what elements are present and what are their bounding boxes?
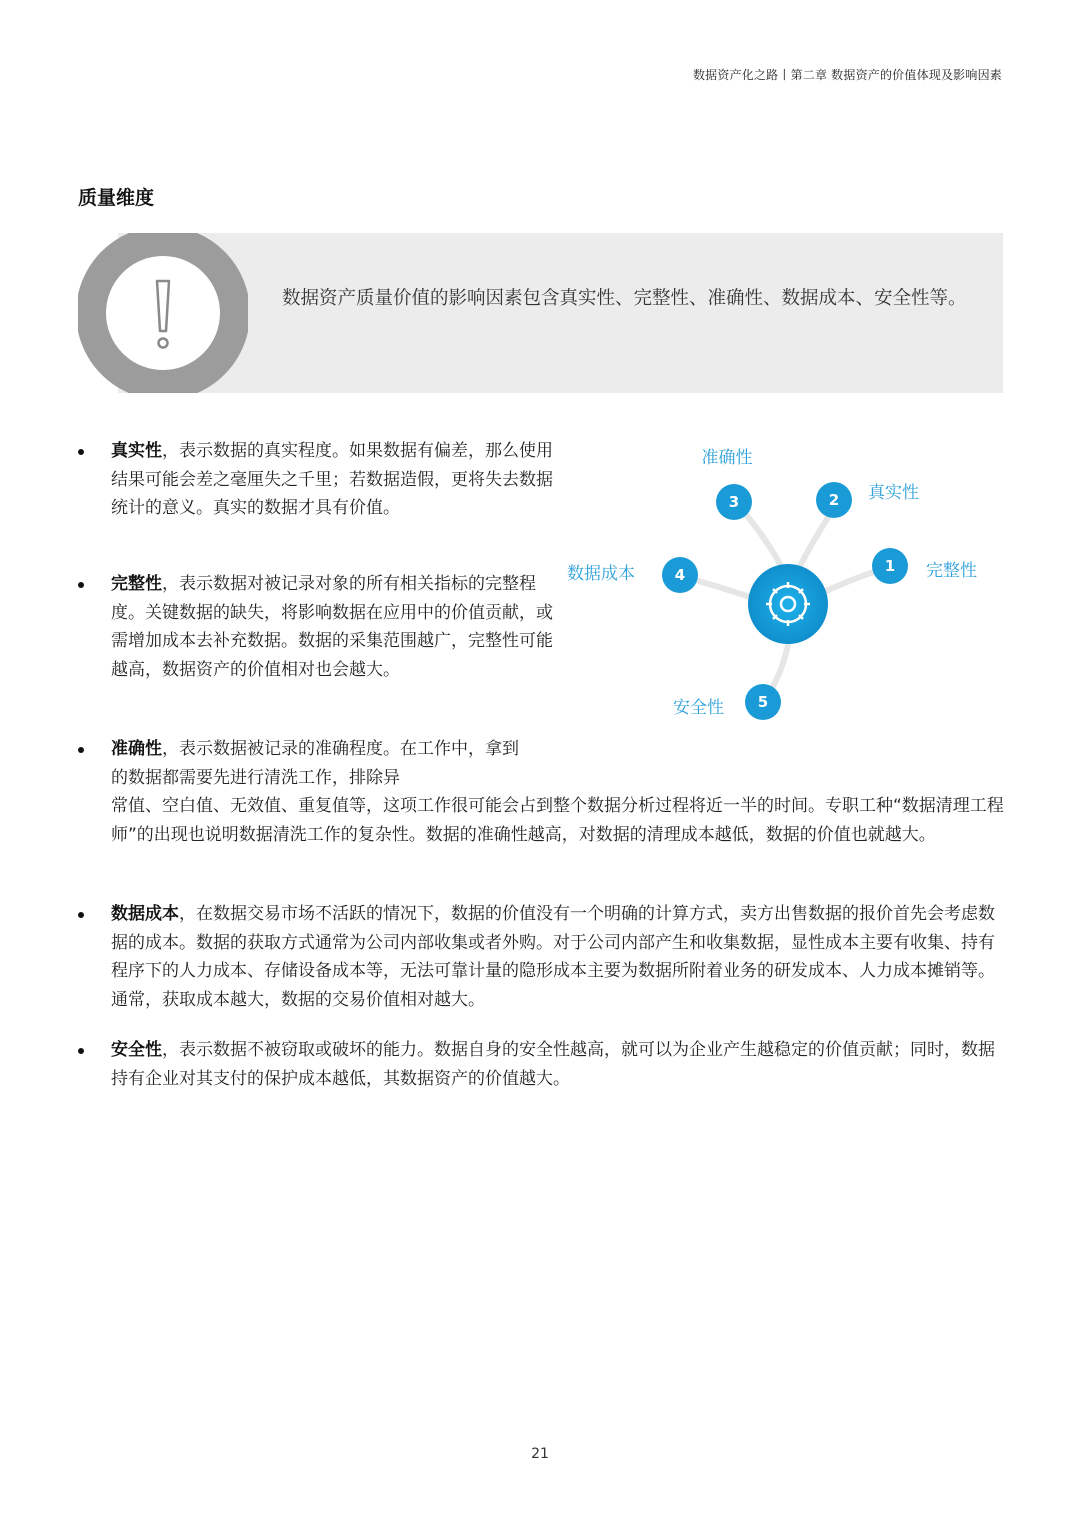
bullet-text: ，在数据交易市场不活跃的情况下，数据的价值没有一个明确的计算方式，卖方出售数据的报价首先会考虑数据的成本。数据的获取方式通常为公司内部收集或者外购。对于公司内部产生和收集数据，显性成本主要有收集、持有程序下的人力成本、存储设备成本等，无法可靠计量的隐形成本主要为数据所附着业务的研发成本、人力成本摊销等。通常，获取成本越大，数据的交易价值相对越大。	[111, 904, 995, 1010]
bullet-text: ，表示数据被记录的准确程度。在工作中，拿到的数据都需要先进行清洗工作，排除异	[111, 739, 519, 788]
bullet-text-narrow	[111, 735, 531, 792]
node-2-number: 2	[828, 491, 840, 509]
bullet-term: 真实性	[111, 441, 162, 461]
bullet-text: ，表示数据不被窃取或破坏的能力。数据自身的安全性越高，就可以为企业产生越稳定的价值贡献；同时，数据持有企业对其支付的保护成本越低，其数据资产的价值越大。	[111, 1040, 995, 1089]
list-item	[78, 570, 561, 684]
quality-dimension-diagram	[548, 430, 1008, 740]
node-5-label: 安全性	[673, 698, 724, 718]
callout-text: 数据资产质量价值的影响因素包含真实性、完整性、准确性、数据成本、安全性等。	[282, 288, 967, 309]
bullet-text-continued: 常值、空白值、无效值、重复值等，这项工作很可能会占到整个数据分析过程将近一半的时间。专职工种“数据清理工程师”的出现也说明数据清洗工作的复杂性。数据的准确性越高，对数据的清理成本越低，数据的价值也就越大。	[111, 796, 1004, 845]
node-4-label: 数据成本	[567, 564, 635, 584]
list-item	[78, 1036, 1011, 1093]
node-3-number: 3	[728, 493, 740, 511]
bullet-term: 准确性	[111, 739, 162, 759]
center-hub	[748, 564, 828, 644]
list-item	[78, 437, 561, 523]
bullet-term: 安全性	[111, 1040, 162, 1060]
bullet-text: ，表示数据对被记录对象的所有相关指标的完整程度。关键数据的缺失，将影响数据在应用中的价值贡献，或需增加成本去补充数据。数据的采集范围越广，完整性可能越高，数据资产的价值相对也会越大。	[111, 574, 553, 680]
list-item	[78, 735, 1011, 849]
bullet-dot	[78, 1048, 84, 1054]
bullet-text: ，表示数据的真实程度。如果数据有偏差，那么使用结果可能会差之毫厘失之千里；若数据造假，更将失去数据统计的意义。真实的数据才具有价值。	[111, 441, 553, 518]
node-3-label: 准确性	[701, 448, 753, 468]
section-title: 质量维度	[78, 187, 155, 209]
node-5-number: 5	[757, 693, 769, 711]
bullet-term: 完整性	[111, 574, 162, 594]
bullet-dot	[78, 912, 84, 918]
bullet-dot	[78, 582, 84, 588]
bullet-dot	[78, 449, 84, 455]
exclamation-icon	[78, 233, 248, 393]
bullet-term: 数据成本	[111, 904, 179, 924]
page-number: 21	[531, 1446, 549, 1462]
node-1-number: 1	[884, 557, 896, 575]
node-2-label: 真实性	[868, 483, 919, 503]
node-4-number: 4	[674, 566, 686, 584]
bullet-dot	[78, 747, 84, 753]
list-item	[78, 900, 1011, 1014]
node-1-label: 完整性	[926, 561, 977, 581]
header-breadcrumb: 数据资产化之路丨第二章 数据资产的价值体现及影响因素	[692, 68, 1002, 82]
